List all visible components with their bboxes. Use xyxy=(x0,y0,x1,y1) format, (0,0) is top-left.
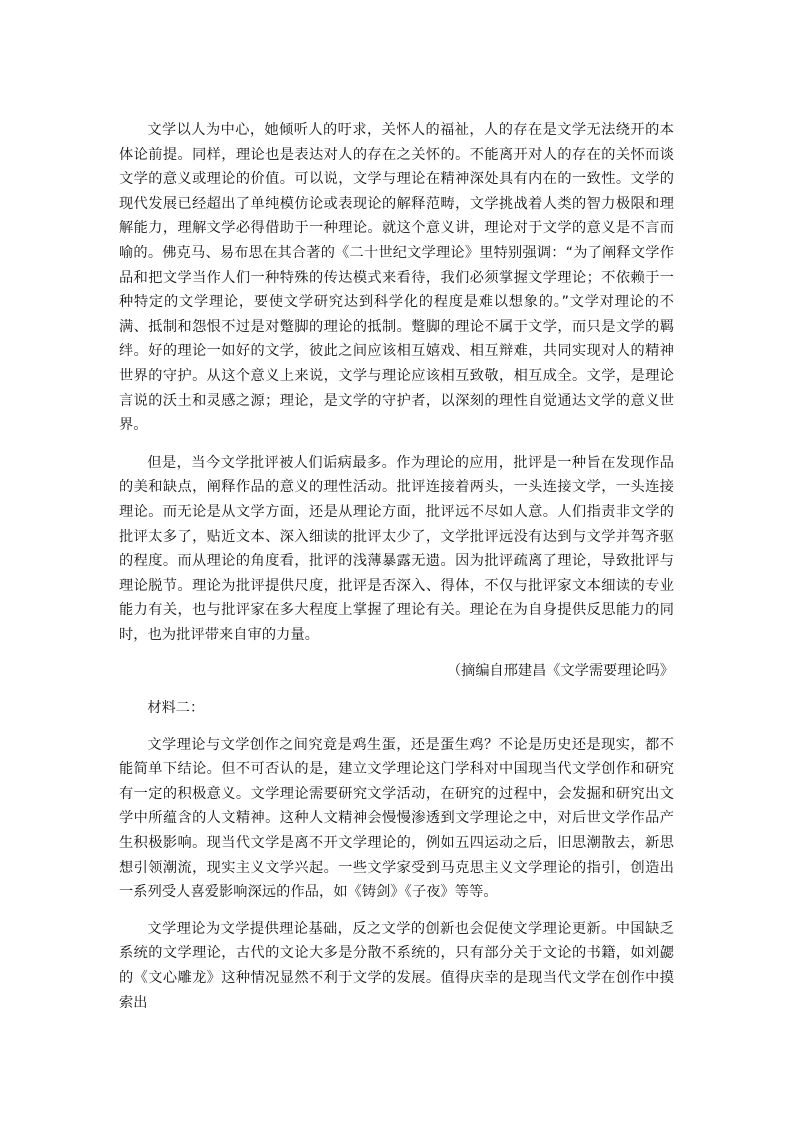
material-paragraph-1: 文学理论与文学创作之间究竟是鸡生蛋，还是蛋生鸡？不论是历史还是现实，都不能简单下结论。但不可否认的是，建立文学理论这门学科对中国现当代文学创作和研究有一定的积极意义。文学理论需要研究文学活动，在研究的过程中，会发掘和研究出文学中所蕴含的人文精神。这种人文精神会慢慢渗透到文学理论之中，对后世文学作品产生积极影响。现当代文学是离不开文学理论的，例如五四运动之后，旧思潮散去，新思想引领潮流，现实主义文学兴起。一些文学家受到马克思主义文学理论的指引，创造出一系列受人喜爱影响深远的作品，如《铸剑》《子夜》等等。 xyxy=(119,736,674,901)
body-paragraph-1: 文学以人为中心，她倾听人的吁求，关怀人的福祉，人的存在是文学无法绕开的本体论前提。同样，理论也是表达对人的存在之关怀的。不能离开对人的存在的关怀而谈文学的意义或理论的价值。可以说，文学与理论在精神深处具有内在的一致性。文学的现代发展已经超出了单纯模仿论或表现论的解释范畴，文学挑战着人类的智力极限和理解能力，理解文学必得借助于一种理论。就这个意义讲，理论对于文学的意义是不言而喻的。佛克马、易布思在其合著的《二十世纪文学理论》里特别强调：“为了阐释文学作品和把文学当作人们一种特殊的传达模式来看待，我们必须掌握文学理论；不依赖于一种特定的文学理论，要使文学研究达到科学化的程度是难以想象的。”文学对理论的不满、抵制和怨恨不过是对蹩脚的理论的抵制。蹩脚的理论不属于文学，而只是文学的羁绊。好的理论一如好的文学，彼此之间应该相互嬉戏、相互辩难，共同实现对人的精神世界的守护。从这个意义上来说，文学与理论应该相互致敬，相互成全。文学，是理论言说的沃土和灵感之源；理论，是文学的守护者，以深刻的理性自觉通达文学的意义世界。 xyxy=(119,122,674,434)
material-paragraph-2: 文学理论为文学提供理论基础，反之文学的创新也会促使文学理论更新。中国缺乏系统的文学理论，古代的文论大多是分散不系统的，只有部分关于文论的书籍，如刘勰的《文心雕龙》这种情况显然不利于文学的发展。值得庆幸的是现当代文学在创作中摸索出 xyxy=(119,920,674,1011)
material-label: 材料二： xyxy=(147,700,205,717)
document-body xyxy=(119,118,674,1027)
source-citation: （摘编自邢建昌《文学需要理论吗》 xyxy=(446,663,674,680)
body-paragraph-2: 但是，当今文学批评被人们诟病最多。作为理论的应用，批评是一种旨在发现作品的美和缺点，阐释作品的意义的理性活动。批评连接着两头，一头连接文学，一头连接理论。而无论是从文学方面，还是从理论方面，批评远不尽如人意。人们指责非文学的批评太多了，贴近文本、深入细读的批评太少了，文学批评远没有达到与文学并驾齐驱的程度。而从理论的角度看，批评的浅薄暴露无遗。因为批评疏离了理论，导致批评与理论脱节。理论为批评提供尺度，批评是否深入、得体，不仅与批评家文本细读的专业能力有关，也与批评家在多大程度上掌握了理论有关。理论在为自身提供反思能力的同时，也为批评带来自审的力量。 xyxy=(119,454,674,643)
